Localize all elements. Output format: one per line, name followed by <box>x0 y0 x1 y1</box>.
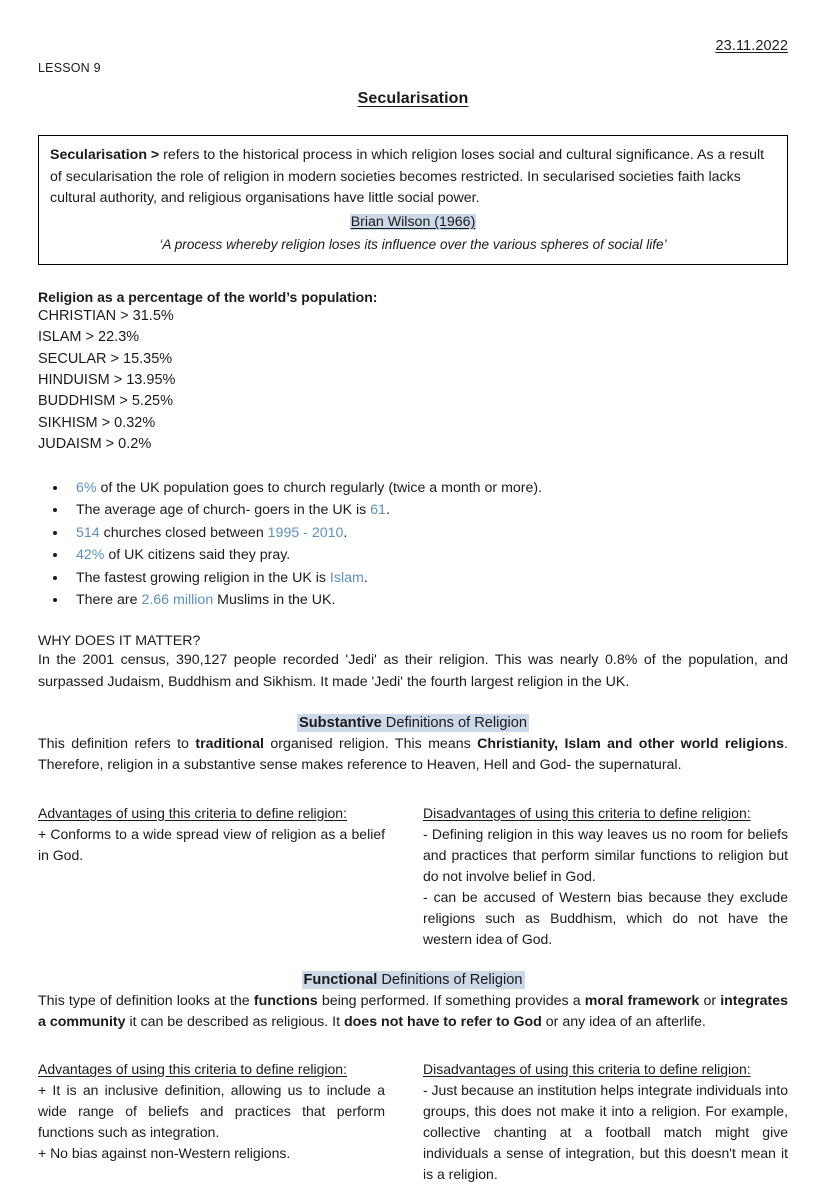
stat-value: 2.66 million <box>141 592 214 609</box>
disadvantages-title: Disadvantages of using this criteria to define religion: <box>423 1061 751 1078</box>
list-item: BUDDHISM > 5.25% <box>38 393 173 410</box>
stat-value: 42% <box>76 547 105 564</box>
page-title: Secularisation <box>357 90 469 107</box>
substantive-heading-bold: Substantive <box>299 715 382 732</box>
text-run-bold: moral framework <box>584 992 700 1009</box>
functional-heading-bold: Functional <box>303 971 378 988</box>
document-header <box>38 38 788 84</box>
substantive-paragraph <box>38 734 788 777</box>
functional-advantages-column <box>38 1059 413 1185</box>
stat-value: 514 <box>76 524 100 541</box>
substantive-pros-cons <box>38 803 788 950</box>
list-item: SECULAR > 15.35% <box>38 350 173 367</box>
stat-value: 61 <box>370 502 386 519</box>
stat-text: The average age of church- goers in the UK is <box>76 502 371 519</box>
functional-disadvantages-column <box>413 1059 788 1185</box>
attribution-highlight: Brian Wilson (1966) <box>350 214 476 231</box>
definition-body: refers to the historical process in which religion loses social and cultural significance. As a result of secularisation the role of religion in modern societies becomes restricted. In secularised societies faith lacks cultural authority, and religious organisations have little social power. <box>50 147 765 207</box>
definition-paragraph <box>50 145 776 210</box>
text-run: or <box>699 992 721 1009</box>
stat-text: of the UK population goes to church regularly (twice a month or more). <box>96 479 543 496</box>
why-paragraph: In the 2001 census, 390,127 people recorded 'Jedi' as their religion. This was nearly 0.8% of the population, and surpassed Judaism, Buddhism and Sikhism. It made 'Jedi' the fourth largest religion in the UK. <box>38 652 788 690</box>
functional-heading-rest: Definitions of Religion <box>377 971 523 988</box>
disadvantage-item: - can be accused of Western bias because they exclude religions such as Buddhism, which do not have the western idea of God. <box>423 888 788 947</box>
stat-value: 6% <box>76 479 97 496</box>
functional-paragraph <box>38 991 788 1034</box>
stat-text: There are <box>76 592 142 609</box>
stat-text: . <box>385 502 390 519</box>
definition-term: Secularisation > <box>50 147 160 163</box>
text-run: it can be described as religious. It <box>125 1013 344 1030</box>
functional-pros-cons <box>38 1059 788 1185</box>
text-run-bold: Christianity, Islam and other world religions <box>477 736 785 753</box>
advantages-title: Advantages of using this criteria to define religion: <box>38 1061 347 1078</box>
stat-text: The fastest growing religion in the UK is <box>76 569 330 586</box>
list-item <box>68 477 788 499</box>
text-run: This type of definition looks at the <box>38 992 254 1009</box>
substantive-heading <box>38 715 788 731</box>
text-run-bold: integrates a community <box>38 992 789 1030</box>
text-run-bold: functions <box>253 992 318 1009</box>
text-run: This definition refers to <box>38 736 196 753</box>
list-item: JUDAISM > 0.2% <box>38 436 152 453</box>
list-item <box>68 567 788 589</box>
text-run: . Therefore, religion in a substantive sense makes reference to Heaven, Hell and God- the supernatural. <box>38 736 788 774</box>
percentages-list <box>38 306 788 456</box>
list-item: SIKHISM > 0.32% <box>38 414 156 431</box>
stat-text: Muslims in the UK. <box>213 592 336 609</box>
disadvantages-title: Disadvantages of using this criteria to define religion: <box>423 804 751 821</box>
text-run: or any idea of an afterlife. <box>541 1013 706 1030</box>
substantive-advantages-column <box>38 803 413 950</box>
definition-attribution <box>50 212 776 234</box>
document-date: 23.11.2022 <box>715 38 788 54</box>
percentages-heading: Religion as a percentage of the world’s population: <box>38 288 378 305</box>
definition-quote: ‘A process whereby religion loses its influence over the various spheres of social life’ <box>159 236 667 252</box>
substantive-heading-rest: Definitions of Religion <box>381 715 527 732</box>
list-item: HINDUISM > 13.95% <box>38 372 176 389</box>
list-item <box>68 589 788 611</box>
definition-box <box>38 135 788 265</box>
text-run-bold: traditional <box>195 736 264 753</box>
advantage-item: + Conforms to a wide spread view of religion as a belief in God. <box>38 825 385 863</box>
advantage-item: + No bias against non-Western religions. <box>38 1145 291 1162</box>
list-item: CHRISTIAN > 31.5% <box>38 307 174 324</box>
substantive-heading-highlight <box>297 714 529 732</box>
text-run-bold: does not have to refer to God <box>343 1013 542 1030</box>
substantive-disadvantages-column <box>413 803 788 950</box>
functional-heading <box>38 972 788 988</box>
lesson-label: LESSON 9 <box>38 61 101 75</box>
why-heading: WHY DOES IT MATTER? <box>38 633 201 650</box>
list-item: ISLAM > 22.3% <box>38 329 140 346</box>
list-item <box>68 499 788 521</box>
stat-text: . <box>343 524 348 541</box>
advantages-title: Advantages of using this criteria to define religion: <box>38 804 347 821</box>
text-run: being performed. If something provides a <box>317 992 585 1009</box>
stat-text: churches closed between <box>99 524 268 541</box>
text-run: organised religion. This means <box>263 736 478 753</box>
list-item <box>68 544 788 566</box>
stat-text: of UK citizens said they pray. <box>104 547 291 564</box>
disadvantage-item: - Just because an institution helps integrate individuals into groups, this does not make it into a religion. For example, collective chanting at a football match might give individuals a sense of integration, but this doesn't mean it is a religion. <box>423 1082 788 1183</box>
stat-value: Islam <box>329 569 364 586</box>
advantage-item: + It is an inclusive definition, allowing us to include a wide range of beliefs and practices that perform functions such as integration. <box>38 1082 385 1141</box>
statistics-list <box>38 477 788 612</box>
stat-value: 1995 - 2010 <box>267 524 344 541</box>
list-item <box>68 522 788 544</box>
disadvantage-item: - Defining religion in this way leaves us no room for beliefs and practices that perform similar functions to religion but do not involve belief in God. <box>423 825 788 884</box>
stat-text: . <box>363 569 368 586</box>
functional-heading-highlight <box>302 971 525 989</box>
